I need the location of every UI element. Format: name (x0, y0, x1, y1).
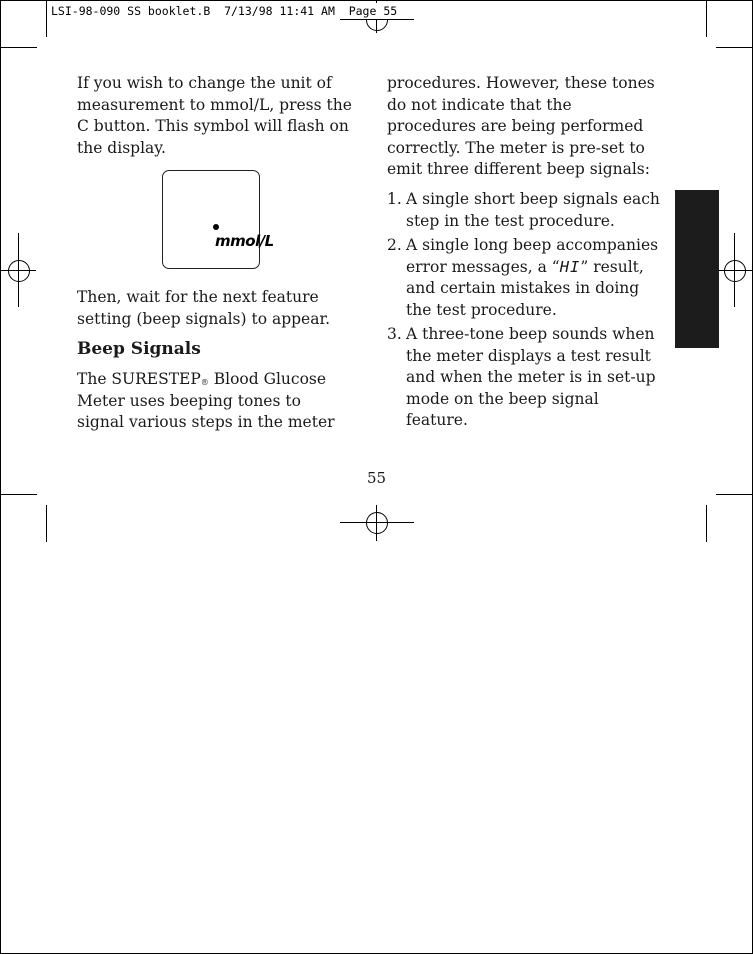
list-text-post: ” result, and certain mistakes in doing the test procedure. (406, 257, 644, 319)
registration-mark-icon (724, 260, 746, 282)
crop-mark (46, 505, 47, 542)
indicator-dot-icon (213, 224, 219, 230)
list-text: A single short beep signals each step in the test procedure. (406, 190, 660, 230)
hi-display-glyph: HI (559, 257, 581, 276)
then-text: Then, wait for the next feature setting (beep signals) to appear. (77, 288, 331, 328)
registration-mark-icon (366, 512, 388, 534)
crop-mark (46, 0, 47, 37)
registered-mark: ® (200, 378, 209, 387)
list-item (387, 235, 665, 321)
display-unit: mmol/L (215, 232, 274, 250)
list-number: 3. (387, 325, 402, 343)
list-item (387, 324, 665, 432)
section-heading: Beep Signals (77, 339, 201, 359)
beep-list (387, 189, 665, 435)
body-pre: The SURESTEP (77, 370, 201, 388)
crop-mark (706, 0, 707, 37)
crop-mark (0, 47, 37, 48)
intro-paragraph (77, 73, 355, 159)
crop-mark (716, 47, 753, 48)
list-item (387, 189, 665, 232)
list-number: 1. (387, 190, 402, 208)
intro-text: If you wish to change the unit of measurement to mmol/L, press the C button. This symbol will flash on the display. (77, 74, 352, 157)
crop-mark (716, 494, 753, 495)
list-text-pre: A single long beep accompanies error messages, a “ (406, 236, 659, 276)
registration-mark-icon (8, 260, 30, 282)
list-number: 2. (387, 236, 402, 254)
crop-mark (706, 505, 707, 542)
right-intro-paragraph (387, 73, 665, 181)
section-tab (675, 190, 719, 348)
print-slug: LSI-98-090 SS booklet.B 7/13/98 11:41 AM Page 55 (51, 3, 400, 19)
right-intro-text: procedures. However, these tones do not indicate that the procedures are being performed correctly. The meter is pre-set to emit three different beep signals: (387, 74, 655, 178)
then-paragraph (77, 287, 352, 330)
crop-mark (0, 494, 37, 495)
body-post: Blood Glucose Meter uses beeping tones to signal various steps in the meter (77, 370, 335, 431)
meter-display (162, 170, 274, 269)
list-text: A three-tone beep sounds when the meter displays a test result and when the meter is in set-up mode on the beep signal feature. (406, 325, 656, 429)
beep-paragraph (77, 369, 347, 434)
page-number: 55 (366, 469, 387, 487)
